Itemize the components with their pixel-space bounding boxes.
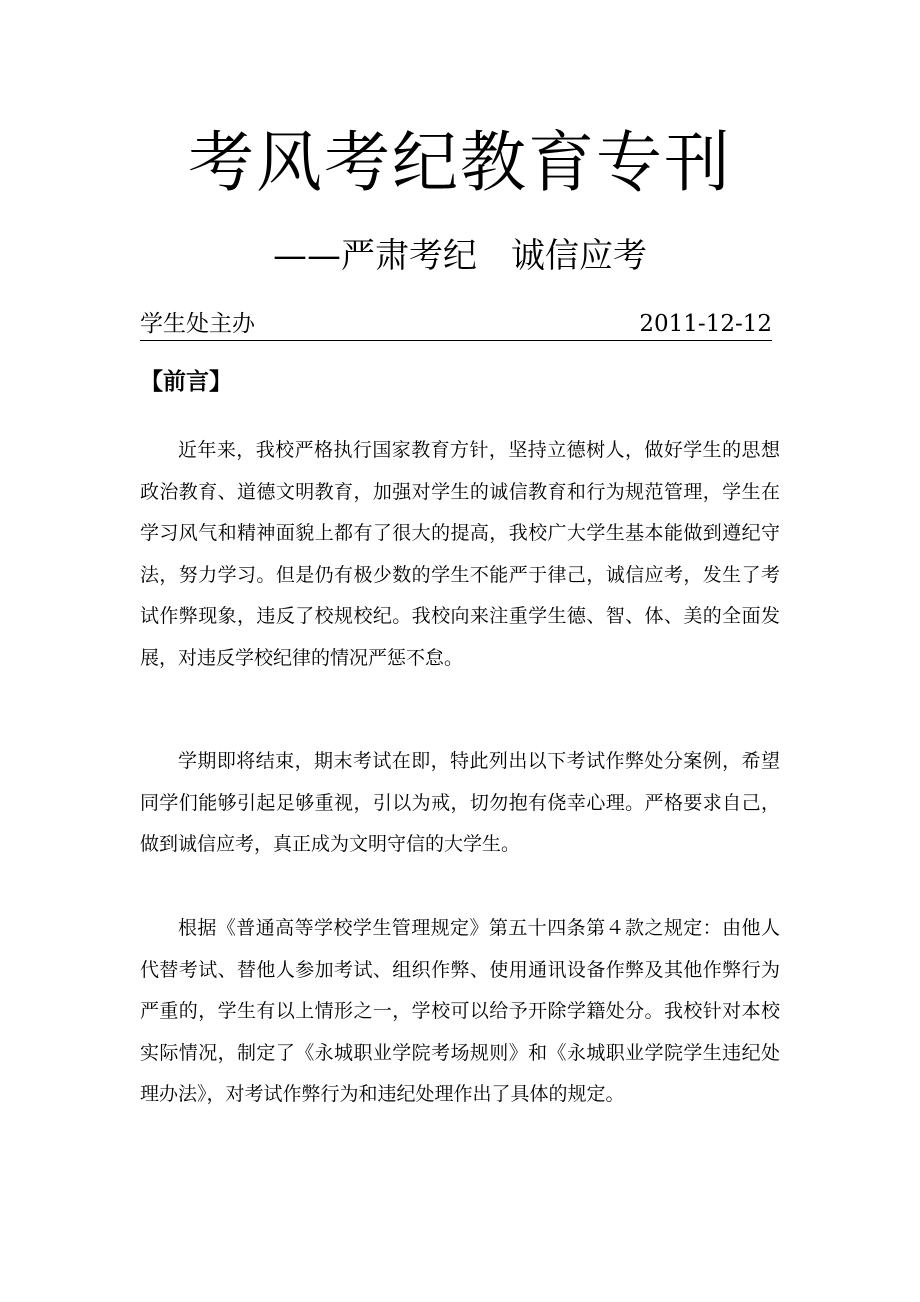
document-title: 考风考纪教育专刊 [188, 124, 732, 201]
publication-info-line [140, 306, 772, 341]
organizer-label: 学生处主办 [140, 311, 255, 337]
paragraph: 近年来，我校严格执行国家教育方针，坚持立德树人，做好学生的思想政治教育、道德文明教育，加强对学生的诚信教育和行为规范管理，学生在学习风气和精神面貌上都有了很大的提高，我校广大学生基本能做到遵纪守法，努力学习。但是仍有极少数的学生不能严于律己，诚信应考，发生了考试作弊现象，违反了校规校纪。我校向来注重学生德、智、体、美的全面发展，对违反学校纪律的情况严惩不怠。 [140, 439, 780, 669]
section-heading-preface: 【前言】 [140, 369, 232, 395]
paragraph: 学期即将结束，期末考试在即，特此列出以下考试作弊处分案例，希望同学们能够引起足够重视，引以为戒，切勿抱有侥幸心理。严格要求自己，做到诚信应考，真正成为文明守信的大学生。 [140, 750, 780, 855]
paragraph: 根据《普通高等学校学生管理规定》第五十四条第４款之规定：由他人代替考试、替他人参加考试、组织作弊、使用通讯设备作弊及其他作弊行为严重的，学生有以上情形之一，学校可以给予开除学籍处分。我校针对本校实际情况，制定了《永城职业学院考场规则》和《永城职业学院学生违纪处理办法》，对考试作弊行为和违纪处理作出了具体的规定。 [140, 917, 780, 1105]
document-subtitle: ——严肃考纪 诚信应考 [273, 236, 647, 276]
publication-date: 2011-12-12 [639, 311, 772, 337]
